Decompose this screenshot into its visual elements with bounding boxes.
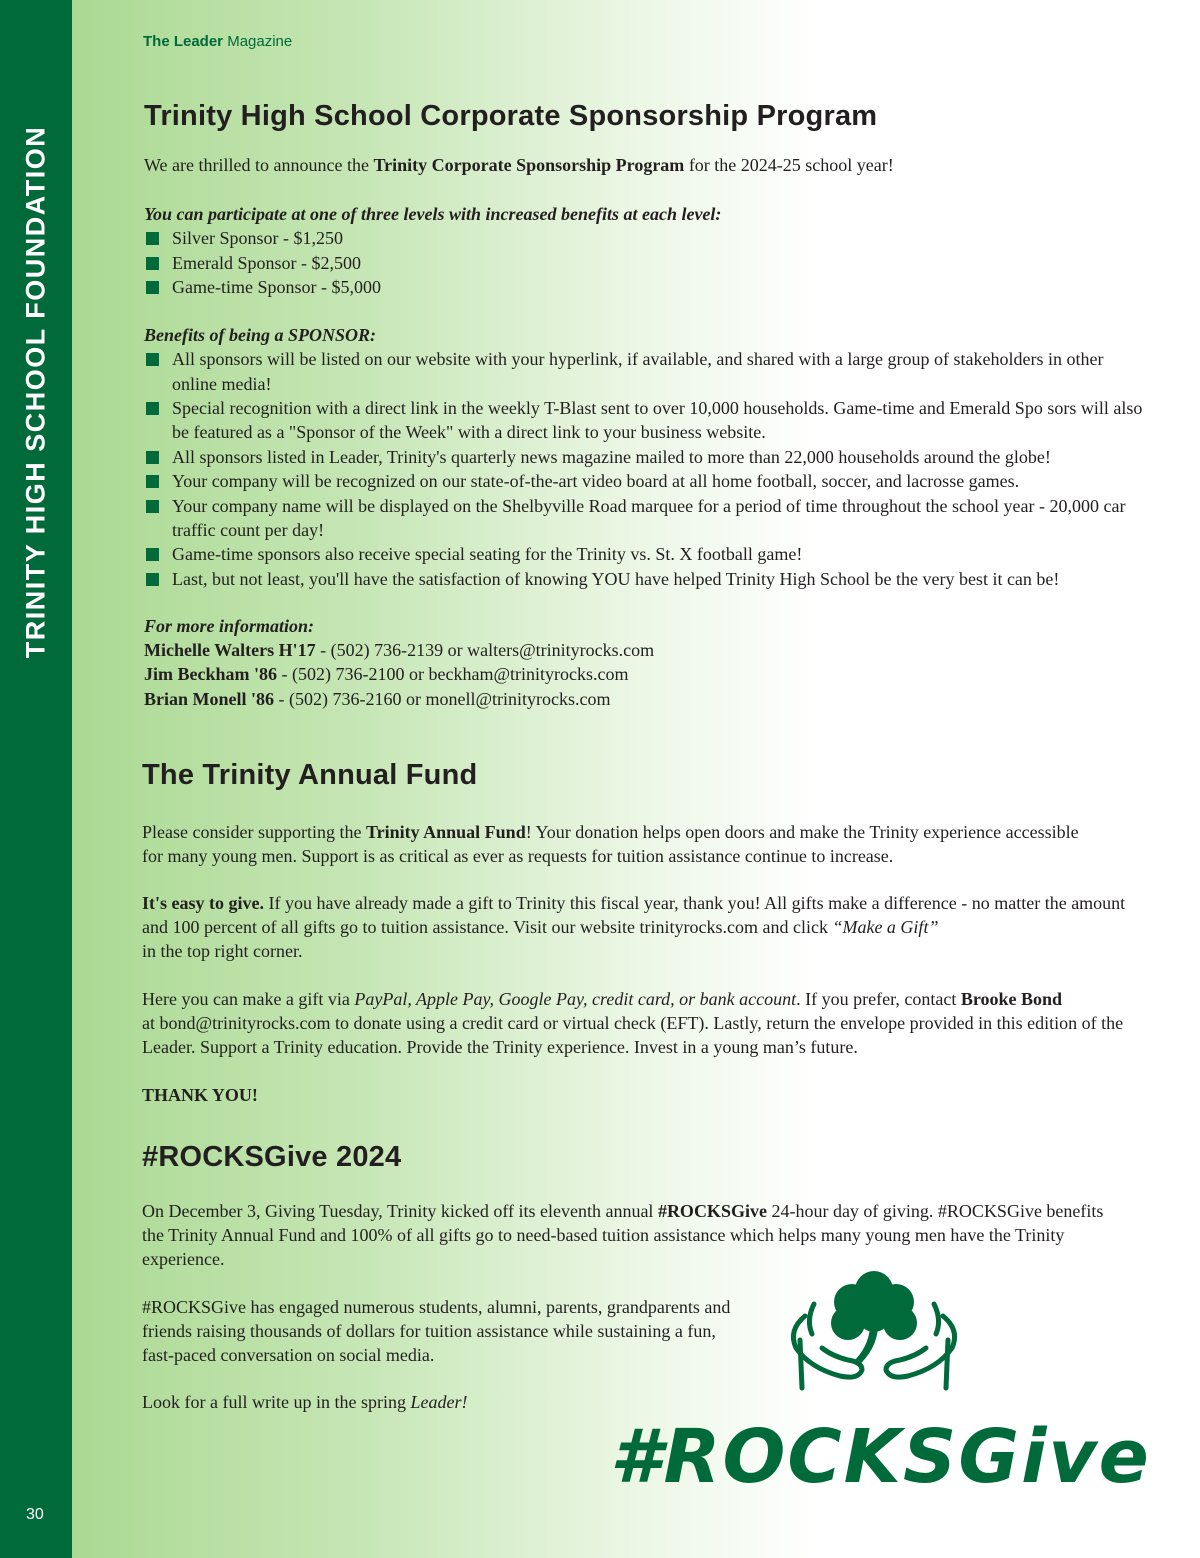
contact-info — [144, 614, 1144, 711]
leader-italic: Leader! — [410, 1392, 468, 1412]
levels-list — [144, 226, 1144, 299]
magazine-name-bold: The Leader — [143, 33, 224, 50]
benefit-item: Last, but not least, you'll have the satisfaction of knowing YOU have helped Trinity High School be the very best it can be! — [144, 567, 1144, 591]
benefits-heading: Benefits of being a SPONSOR: — [144, 325, 377, 345]
shamrock-hands-icon — [600, 1268, 1145, 1418]
sponsorship-title: Trinity High School Corporate Sponsorship Program — [144, 100, 878, 132]
page-number: 30 — [26, 1506, 44, 1523]
contact-details: - (502) 736-2100 or beckham@trinityrocks.com — [277, 664, 629, 685]
fund-text: Here you can make a gift via — [142, 989, 355, 1009]
benefit-item: Special recognition with a direct link in the weekly T-Blast sent to over 10,000 households. Game-time and Emerald Spo sors will also be featured as a "Sponsor of the Week" with a direct link to your business website. — [144, 396, 1144, 445]
magazine-name — [143, 33, 292, 50]
annual-fund-p2 — [142, 891, 1127, 964]
contact-details: - (502) 736-2139 or walters@trinityrocks.com — [315, 640, 655, 661]
contact-name: Michelle Walters H'17 — [144, 640, 316, 661]
rocksgive-title: #ROCKSGive 2024 — [142, 1141, 402, 1173]
thank-you-text: THANK YOU! — [142, 1085, 258, 1105]
payment-methods: PayPal, Apple Pay, Google Pay, credit card, or bank account — [354, 989, 797, 1009]
sponsorship-intro — [144, 153, 1144, 177]
contact-name: Brooke Bond — [960, 989, 1063, 1009]
thank-you — [142, 1083, 1142, 1107]
annual-fund-p1 — [142, 820, 1102, 868]
contact-line — [144, 662, 1144, 686]
annual-fund-p3 — [142, 987, 1132, 1060]
fund-name: Trinity Annual Fund — [365, 822, 526, 842]
magazine-name-rest: Magazine — [223, 33, 293, 50]
benefit-item: Your company name will be displayed on the Shelbyville Road marquee for a period of time throughout the school year - 20,000 car traffic count per day! — [144, 494, 1144, 543]
contact-line — [144, 638, 1144, 662]
levels-heading: You can participate at one of three levels with increased benefits at each level: — [144, 204, 722, 224]
fund-text: Please consider supporting the — [142, 822, 366, 842]
rocksgive-p1 — [142, 1199, 1122, 1272]
intro-text-end: for the 2024-25 school year! — [684, 155, 894, 175]
rocksgive-logo — [600, 1268, 1151, 1500]
intro-program-name: Trinity Corporate Sponsorship Program — [373, 155, 685, 175]
contact-line — [144, 687, 1144, 711]
benefit-item: Your company will be recognized on our state-of-the-art video board at all home football, soccer, and lacrosse games. — [144, 469, 1144, 493]
benefit-item: All sponsors will be listed on our website with your hyperlink, if available, and shared with a large group of stakeholders in other online media! — [144, 347, 1144, 396]
fund-text: ! Your donation helps open doors and make the Trinity experience accessible for many young men. Support is as critical as ever as requests for tuition assistance continue to increase. — [142, 822, 1079, 867]
fund-text: . If you prefer, contact — [796, 989, 961, 1009]
sponsor-levels — [144, 202, 1144, 299]
fund-text: at bond@trinityrocks.com to donate using a credit card or virtual check (EFT). Lastly, return the envelope provided in this edition of the Leader. Support a Trinity education. Provide the Trinity experience. Invest in a young man’s future. — [142, 1013, 1124, 1058]
rocksgive-text: Look for a full write up in the spring — [142, 1392, 411, 1412]
rocksgive-logo-text: #ROCKSGive — [610, 1414, 1151, 1500]
easy-give-label: It's easy to give. — [142, 893, 264, 913]
contact-heading: For more information: — [144, 616, 315, 636]
contact-name: Jim Beckham '86 — [144, 664, 277, 685]
benefits-list — [144, 347, 1144, 591]
sidebar-title: TRINITY HIGH SCHOOL FOUNDATION — [20, 125, 51, 659]
rocksgive-text: On December 3, Giving Tuesday, Trinity kicked off its eleventh annual — [142, 1201, 658, 1221]
make-gift-label: “Make a Gift” — [832, 917, 939, 938]
benefit-item: All sponsors listed in Leader, Trinity's quarterly news magazine mailed to more than 22,000 households around the globe! — [144, 445, 1144, 469]
level-item: Emerald Sponsor - $2,500 — [144, 251, 1144, 275]
sponsor-benefits — [144, 323, 1144, 591]
contact-details: - (502) 736-2160 or monell@trinityrocks.com — [274, 688, 611, 709]
rocksgive-text: 24-hour day of giving. #ROCKSGive benefits the Trinity Annual Fund and 100% of all gifts go to need-based tuition assistance which helps many young men have the Trinity experience. — [142, 1201, 1104, 1270]
contact-name: Brian Monell '86 — [144, 688, 274, 709]
sidebar — [0, 0, 72, 1558]
level-item: Silver Sponsor - $1,250 — [144, 226, 1144, 250]
fund-text: If you have already made a gift to Trinity this fiscal year, thank you! All gifts make a difference - no matter the amount and 100 percent of all gifts go to tuition assistance. Visit our website trinityrocks.com and click — [142, 893, 1126, 938]
level-item: Game-time Sponsor - $5,000 — [144, 275, 1144, 299]
rocksgive-hashtag: #ROCKSGive — [657, 1201, 767, 1221]
rocksgive-text: #ROCKSGive has engaged numerous students, alumni, parents, grandparents and friends raising thousands of dollars for tuition assistance while sustaining a fun, fast-paced conversation on social media. — [142, 1297, 731, 1366]
annual-fund-title: The Trinity Annual Fund — [142, 759, 478, 791]
intro-text: We are thrilled to announce the — [144, 155, 374, 175]
benefit-item: Game-time sponsors also receive special seating for the Trinity vs. St. X football game! — [144, 542, 1144, 566]
fund-text: in the top right corner. — [142, 941, 303, 962]
